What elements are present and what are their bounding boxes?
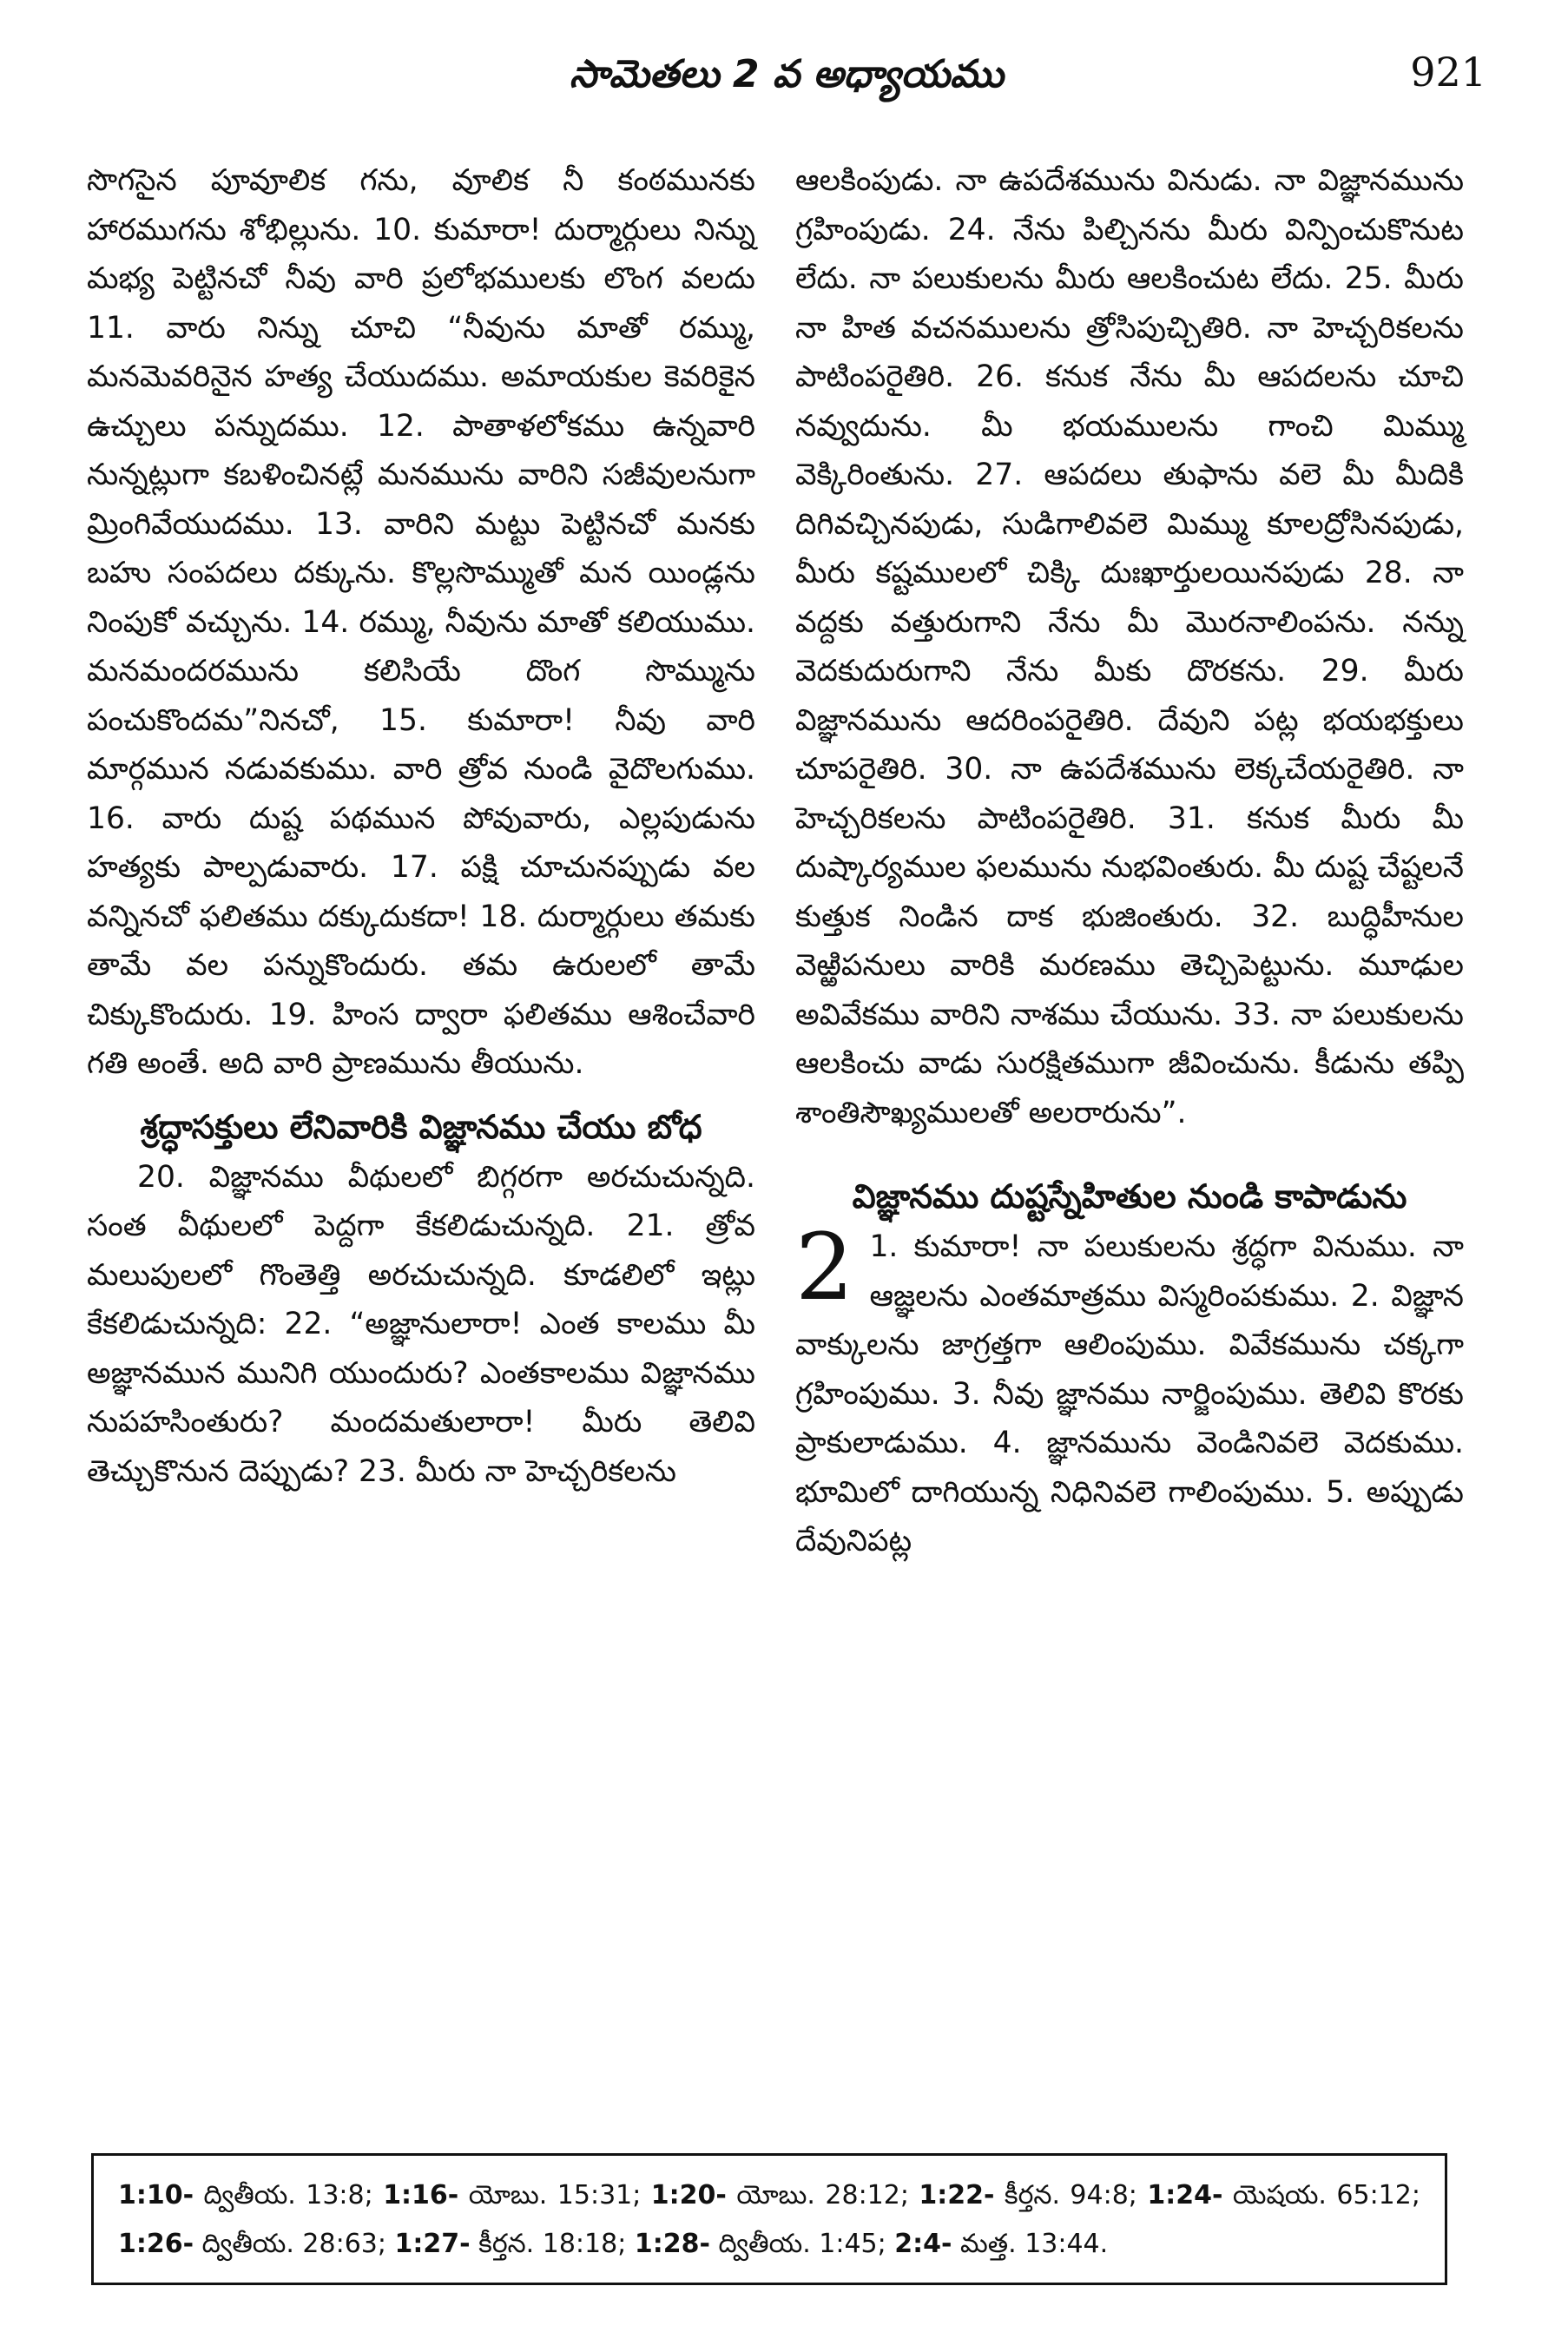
chapter-number: 2 [795, 1214, 854, 1321]
verse-text: 1. కుమారా! నా పలుకులను శ్రద్ధగా వినుము. నా ఆజ్ఞలను ఎంతమాత్రము విస్మరింపకుము. 2. విజ్ఞాన వాక్కులను జాగ్రత్తగా ఆలింపుము. వివేకమును చక్కగా గ్రహింపుము. 3. నీవు జ్ఞానము నార్జింపుము. తెలివి కొరకు ప్రాకులాడుము. 4. జ్ఞానమును వెండినివలె వెదకుము. భూమిలో దాగియున్న నిధినివలె గాలింపుము. 5. అప్పుడు దేవునిపట్ల [795, 1229, 1464, 1558]
footnote-ref: 1:10- [118, 2180, 194, 2210]
footnote-text: కీర్తన. 18:18; [470, 2229, 635, 2259]
section-heading: విజ్ఞానము దుష్టస్నేహితుల నుండి కాపాడును [852, 1177, 1407, 1216]
page-header [87, 45, 1486, 115]
cross-reference-box [91, 2153, 1447, 2285]
footnote-ref: 1:16- [383, 2180, 459, 2210]
section-heading: శ్రద్ధాసక్తులు లేనివారికి విజ్ఞానము చేయు బోధ [140, 1107, 702, 1146]
footnote-text: యోబు. 15:31; [458, 2180, 651, 2210]
footnote-text: మత్త. 13:44. [952, 2229, 1109, 2259]
footnote-ref: 1:24- [1147, 2180, 1223, 2210]
running-header-title: సామెతలు 2 వ అధ్యాయము [570, 52, 1004, 96]
footnote-text: కీర్తన. 94:8; [994, 2180, 1148, 2210]
footnote-ref: 2:4- [894, 2229, 952, 2259]
footnote-text: యెషయ. 65:12; [1222, 2180, 1420, 2210]
footnote-text: ద్వితీయ. 28:63; [194, 2229, 395, 2259]
footnote-text: యోబు. 28:12; [726, 2180, 919, 2210]
footnote-text: ద్వితీయ. 13:8; [194, 2180, 384, 2210]
right-column [795, 156, 1464, 1566]
verse-paragraph: సొగసైన పూవూలిక గను, వూలిక నీ కంఠమునకు హారముగను శోభిల్లును. 10. కుమారా! దుర్మార్గులు నిన్ను మభ్య పెట్టినచో నీవు వారి ప్రలోభములకు లొంగ వలదు 11. వారు నిన్ను చూచి “నీవును మాతో రమ్ము, మనమెవరినైన హత్య చేయుదము. అమాయకుల కెవరికైన ఉచ్చులు పన్నుదము. 12. పాతాళలోకము ఉన్నవారి నున్నట్లుగా కబళించినట్లే మనమును వారిని సజీవులనుగా మ్రింగివేయుదము. 13. వారిని మట్టు పెట్టినచో మనకు బహు సంపదలు దక్కును. కొల్లసొమ్ముతో మన యిండ్లను నింపుకో వచ్చును. 14. రమ్ము, నీవును మాతో కలియుము. మనమందరమును కలిసియే దొంగ సొమ్మును పంచుకొందమ”నినచో, 15. కుమారా! నీవు వారి మార్గమున నడువకుము. వారి త్రోవ నుండి వైదొలగుము. 16. వారు దుష్ట పథమున పోవువారు, ఎల్లపుడును హత్యకు పాల్పడువారు. 17. పక్షి చూచునప్పుడు వల వన్నినచో ఫలితము దక్కుదుకదా! 18. దుర్మార్గులు తమకు తామే వల పన్నుకొందురు. తమ ఉరులలో తామే చిక్కుకొందురు. 19. హింస ద్వారా ఫలితము ఆశించేవారి గతి అంతే. అది వారి ప్రాణమును తీయును. [87, 163, 755, 1081]
footnote-ref: 1:27- [394, 2229, 471, 2259]
footnote-text: ద్వితీయ. 1:45; [709, 2229, 895, 2259]
page-number: 921 [1410, 49, 1486, 96]
chapter-opening-paragraph [795, 1214, 1464, 1566]
footnote-ref: 1:22- [919, 2180, 995, 2210]
footnote-ref: 1:26- [118, 2229, 194, 2259]
verse-paragraph: ఆలకింపుడు. నా ఉపదేశమును వినుడు. నా విజ్ఞానమును గ్రహింపుడు. 24. నేను పిల్చినను మీరు విన్పించుకొనుట లేదు. నా పలుకులను మీరు ఆలకించుట లేదు. 25. మీరు నా హిత వచనములను త్రోసిపుచ్చితిరి. నా హెచ్చరికలను పాటింపరైతిరి. 26. కనుక నేను మీ ఆపదలను చూచి నవ్వుదును. మీ భయములను గాంచి మిమ్ము వెక్కిరింతును. 27. ఆపదలు తుఫాను వలె మీ మీదికి దిగివచ్చినపుడు, సుడిగాలివలె మిమ్ము కూలద్రోసినపుడు, మీరు కష్టములలో చిక్కి దుఃఖార్తులయినపుడు 28. నా వద్దకు వత్తురుగాని నేను మీ మొరనాలింపను. నన్ను వెదకుదురుగాని నేను మీకు దొరకను. 29. మీరు విజ్ఞానమును ఆదరింపరైతిరి. దేవుని పట్ల భయభక్తులు చూపరైతిరి. 30. నా ఉపదేశమును లెక్కచేయరైతిరి. నా హెచ్చరికలను పాటింపరైతిరి. 31. కనుక మీరు మీ దుష్కార్యముల ఫలమును నుభవింతురు. మీ దుష్ట చేష్టలనే కుత్తుక నిండిన దాక భుజింతురు. 32. బుద్ధిహీనుల వెఱ్ఱిపనులు వారికి మరణము తెచ్చిపెట్టును. మూఢుల అవివేకము వారిని నాశము చేయును. 33. నా పలుకులను ఆలకించు వాడు సురక్షితముగా జీవించును. కీడును తప్పి శాంతిసౌఖ్యములతో అలరారును”. [795, 163, 1464, 1130]
left-column [87, 156, 755, 1496]
footnote-ref: 1:20- [650, 2180, 727, 2210]
footnote-ref: 1:28- [634, 2229, 710, 2259]
verse-paragraph: 20. విజ్ఞానము వీథులలో బిగ్గరగా అరచుచున్నది. సంత వీథులలో పెద్దగా కేకలిడుచున్నది. 21. త్రోవ మలుపులలో గొంతెత్తి అరచుచున్నది. కూడలిలో ఇట్లు కేకలిడుచున్నది: 22. “అజ్ఞానులారా! ఎంత కాలము మీ అజ్ఞానమున మునిగి యుందురు? ఎంతకాలము విజ్ఞానము నుపహసింతురు? మందమతులారా! మీరు తెలివి తెచ్చుకొనున దెప్పుడు? 23. మీరు నా హెచ్చరికలను [87, 1159, 755, 1489]
